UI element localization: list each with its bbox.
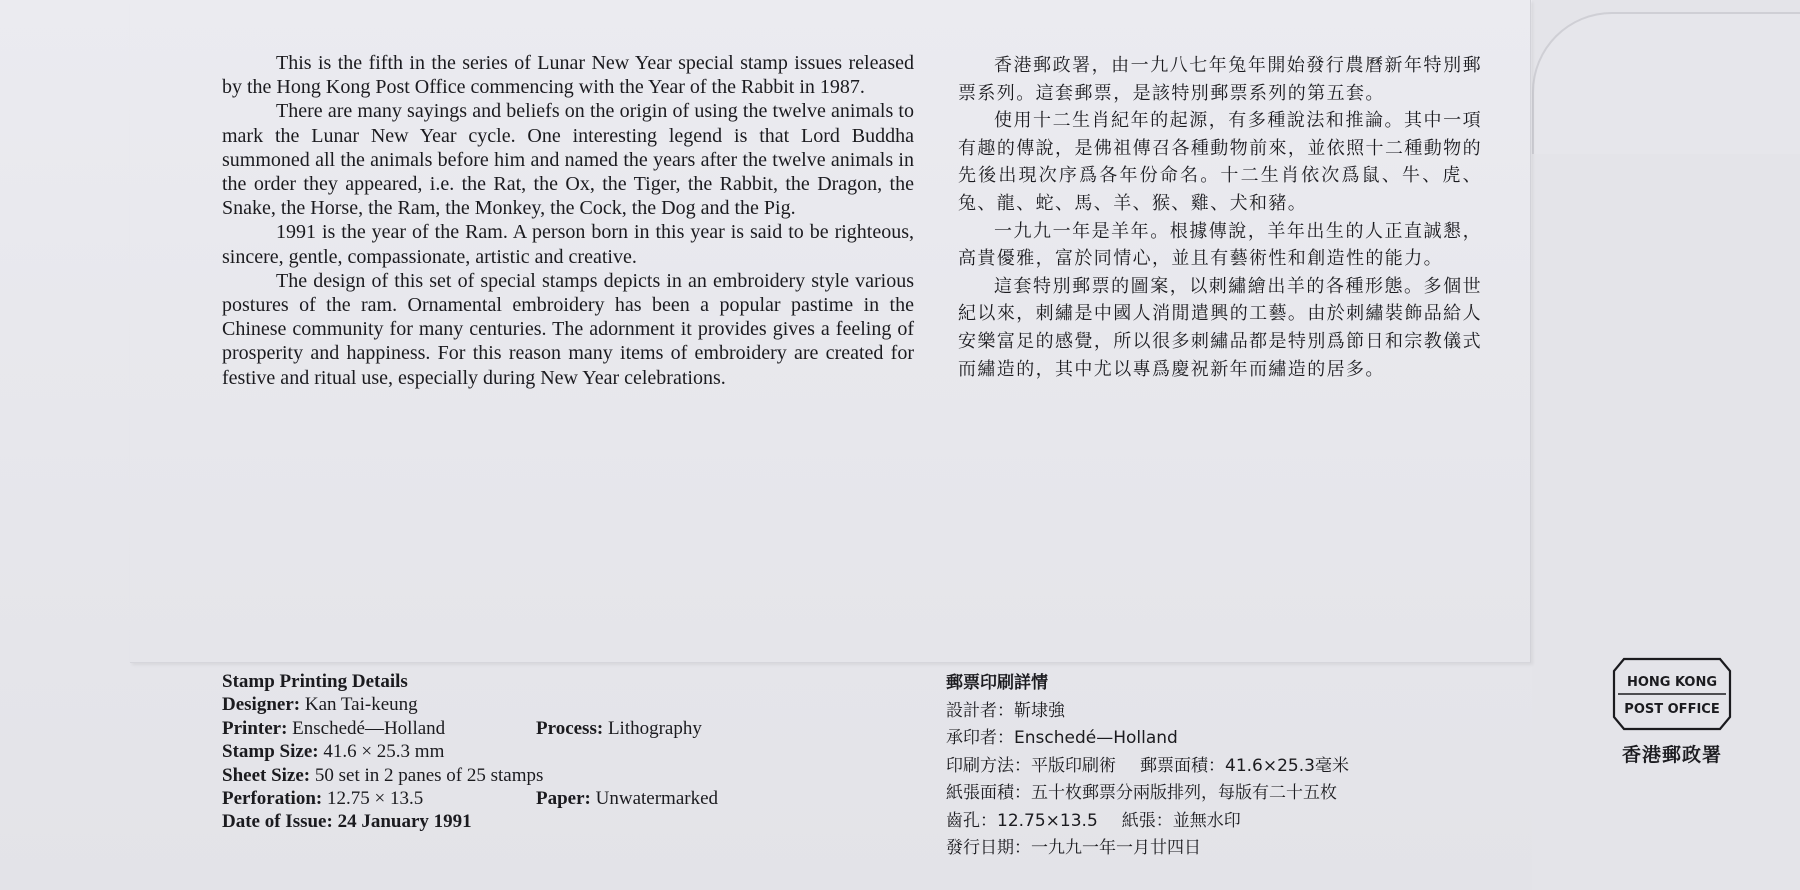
date-of-issue-row xyxy=(222,810,782,833)
logo-line-2: POST OFFICE xyxy=(1624,702,1720,717)
envelope-flap-curve xyxy=(1532,12,1800,154)
designer-label: Designer: xyxy=(222,694,301,716)
designer-value: Kan Tai-keung xyxy=(304,694,418,716)
english-description xyxy=(222,51,914,390)
paper-value: Unwatermarked xyxy=(595,788,719,810)
stamp-printing-details-english xyxy=(222,670,782,834)
chinese-paragraph-2: 使用十二生肖紀年的起源，有多種說法和推論。其中一項有趣的傳說，是佛祖傳召各種動物前來，並依照十二種動物的先後出現次序爲各年份命名。十二生肖依次爲鼠、牛、虎、兔、龍、蛇、馬、羊、猴、雞、犬和豬。 xyxy=(958,110,1482,214)
perforation-value: 12.75 × 13.5 xyxy=(326,788,424,810)
english-paragraph-4: The design of this set of special stamps depicts in an embroidery style various postures of the ram. Ornamental embroidery has been a popular pastime in the Chinese community for many centuries. The adornment it provides gives a feeling of prosperity and happiness. For this reason many items of embroidery are created for festive and ritual use, especially during New Year celebrations. xyxy=(222,269,914,389)
chinese-paragraph-1: 香港郵政署，由一九八七年兔年開始發行農曆新年特別郵票系列。這套郵票，是該特別郵票系列的第五套。 xyxy=(958,55,1482,104)
hong-kong-post-office-logo xyxy=(1610,655,1734,733)
date-value: 24 January 1991 xyxy=(337,811,472,833)
stamp-size-row xyxy=(222,740,782,763)
process-chinese: 印刷方法：平版印刷術 xyxy=(946,755,1116,776)
perforation-paper-row-chinese xyxy=(946,808,1506,836)
chinese-paragraph-4: 這套特別郵票的圖案，以刺繡繪出羊的各種形態。多個世紀以來，刺繡是中國人消閒遣興的工藝。由於刺繡裝飾品給人安樂富足的感覺，所以很多刺繡品都是特別爲節日和宗教儀式而繡造的，其中尤以專爲慶祝新年而繡造的居多。 xyxy=(958,275,1482,380)
process-cell xyxy=(536,717,702,740)
details-title-chinese: 郵票印刷詳情 xyxy=(946,673,1048,693)
date-chinese: 發行日期：一九九一年一月廿四日 xyxy=(946,838,1201,858)
english-paragraph-3: 1991 is the year of the Ram. A person born in this year is said to be righteous, sincere, gentle, compassionate, artistic and creative. xyxy=(222,221,914,268)
perforation-row xyxy=(222,787,782,810)
chinese-paragraph-3: 一九九一年是羊年。根據傳說，羊年出生的人正直誠懇，高貴優雅，富於同情心，並且有藝術性和創造性的能力。 xyxy=(958,220,1482,270)
process-label: Process: xyxy=(536,717,604,739)
stamp-size-chinese: 郵票面積：41.6×25.3毫米 xyxy=(1140,755,1349,776)
paper-chinese: 紙張：並無水印 xyxy=(1121,810,1241,831)
designer-row xyxy=(222,693,782,716)
sheet-size-row xyxy=(222,764,782,787)
sheet-size-value: 50 set in 2 panes of 25 stamps xyxy=(314,764,544,786)
stamp-printing-details-chinese xyxy=(946,670,1506,863)
paper-cell xyxy=(536,787,718,810)
printer-label: Printer: xyxy=(222,717,288,739)
perforation-chinese: 齒孔：12.75×13.5 xyxy=(946,810,1098,831)
printer-row xyxy=(222,717,782,740)
process-value: Lithography xyxy=(607,717,702,739)
stamp-size-label: Stamp Size: xyxy=(222,741,319,763)
printer-chinese: 承印者：Enschedé—Holland xyxy=(946,728,1178,748)
sheet-size-label: Sheet Size: xyxy=(222,764,311,786)
chinese-description xyxy=(958,52,1482,383)
designer-chinese: 設計者：靳埭強 xyxy=(946,700,1065,721)
process-size-row-chinese xyxy=(946,753,1506,781)
paper-label: Paper: xyxy=(536,788,591,810)
printer-value: Enschedé—Holland xyxy=(292,717,446,739)
details-title: Stamp Printing Details xyxy=(222,671,408,692)
date-label: Date of Issue: xyxy=(222,811,333,833)
english-paragraph-1: This is the fifth in the series of Lunar New Year special stamp issues released by the Hong Kong Post Office commencing with the Year of the Rabbit in 1987. xyxy=(222,52,914,99)
english-paragraph-2: There are many sayings and beliefs on the origin of using the twelve animals to mark the Lunar New Year cycle. One interesting legend is that Lord Buddha summoned all the animals before him and named the years after the twelve animals in the order they appeared, i.e. the Rat, the Ox, the Tiger, the Rabbit, the Dragon, the Snake, the Horse, the Ram, the Monkey, the Cock, the Dog and the Pig. xyxy=(222,100,914,220)
sheet-size-chinese: 紙張面積：五十枚郵票分兩版排列，每版有二十五枚 xyxy=(946,783,1337,803)
logo-line-1: HONG KONG xyxy=(1626,675,1718,690)
perforation-label: Perforation: xyxy=(222,788,323,810)
stamp-size-value: 41.6 × 25.3 mm xyxy=(323,741,445,763)
logo-chinese-name: 香港郵政署 xyxy=(1621,744,1722,766)
